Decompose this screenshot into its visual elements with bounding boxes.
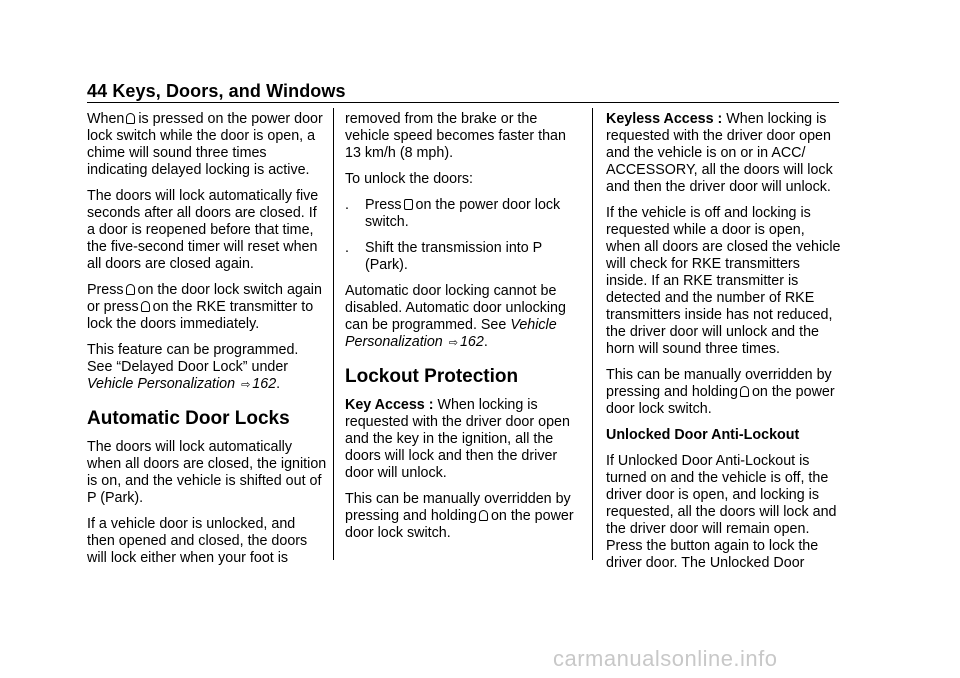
page-reference[interactable]: 162: [252, 376, 277, 392]
column-1: [87, 111, 327, 576]
paragraph: The doors will lock automatically when all doors are closed, the ignition is on, and the vehicle is shifted out of P (Park).: [87, 439, 327, 506]
paragraph: If Unlocked Door Anti-Lockout is turned on and the vehicle is off, the driver door is open, and locking is requested, all the doors will lock and the driver door will remain open. Press the button again to lock the driver door. The Unlocked Door: [606, 453, 837, 571]
paragraph: removed from the brake or the vehicle speed becomes faster than 13 km/h (8 mph).: [345, 111, 566, 161]
header-rule: [87, 102, 839, 103]
paragraph: Press on the door lock switch again or press on the RKE transmitter to lock the doors immediately.: [87, 282, 322, 332]
page-arrow-icon: ⇨: [241, 379, 251, 391]
paragraph: Automatic door locking cannot be disabled. Automatic door unlocking can be programmed. See Vehicle Personalization ⇨ 162.: [345, 283, 566, 350]
run-in-label: Keyless Access :: [606, 111, 723, 127]
column-divider-1: [333, 108, 334, 560]
list-item: . Press on the power door lock switch.: [345, 197, 561, 230]
bullet-icon: .: [345, 240, 349, 256]
page-header: [87, 80, 839, 102]
cross-reference-link[interactable]: Vehicle Personalization: [345, 317, 557, 350]
lock-icon: [479, 510, 488, 521]
list-item: . Shift the transmission into P (Park).: [345, 240, 542, 273]
paragraph: The doors will lock automatically five seconds after all doors are closed. If a door is reopened before that time, the five-second timer will reset when all doors are closed again.: [87, 188, 319, 272]
watermark: carmanualsonline.info: [553, 646, 778, 671]
unlock-icon: [404, 199, 413, 210]
column-2: [345, 111, 581, 551]
paragraph: To unlock the doors:: [345, 171, 473, 187]
subheading: Unlocked Door Anti-Lockout: [606, 427, 800, 443]
section-heading: Lockout Protection: [345, 366, 519, 387]
paragraph: Key Access : When locking is requested with the driver door open and the key in the ignition, all the doors will lock and then the driver door will unlock.: [345, 397, 570, 481]
bullet-icon: .: [345, 197, 349, 213]
cross-reference-link[interactable]: Vehicle Personalization: [87, 376, 236, 392]
column-3: [606, 111, 842, 581]
column-divider-2: [592, 108, 593, 560]
paragraph: This can be manually overridden by pressing and holding on the power door lock switch.: [345, 491, 574, 541]
paragraph: If the vehicle is off and locking is requested while a door is open, when all doors are closed the vehicle will check for RKE transmitters inside. If an RKE transmitter is detected and the number of RKE transmitters inside has not reduced, the driver door will unlock and the horn will sound three times.: [606, 205, 841, 357]
lock-icon: [126, 284, 135, 295]
page-reference[interactable]: 162: [459, 334, 484, 350]
page-title: 44 Keys, Doors, and Windows: [87, 81, 346, 101]
lock-icon: [141, 301, 150, 312]
lock-icon: [740, 386, 749, 397]
page-arrow-icon: ⇨: [448, 337, 458, 349]
paragraph: When is pressed on the power door lock switch while the door is open, a chime will sound three times indicating delayed locking is active.: [87, 111, 323, 178]
section-heading: Automatic Door Locks: [87, 408, 290, 429]
paragraph: If a vehicle door is unlocked, and then opened and closed, the doors will lock either when your foot is: [87, 516, 308, 566]
paragraph: Keyless Access : When locking is requested with the driver door open and the vehicle is on or in ACC/ ACCESSORY, all the doors will lock and then the driver door will unlock.: [606, 111, 833, 195]
paragraph: This can be manually overridden by pressing and holding on the power door lock switch.: [606, 367, 835, 417]
run-in-label: Key Access :: [345, 397, 434, 413]
lock-icon: [126, 113, 135, 124]
paragraph: This feature can be programmed. See “Delayed Door Lock” under Vehicle Personalization ⇨ 162.: [87, 342, 299, 392]
